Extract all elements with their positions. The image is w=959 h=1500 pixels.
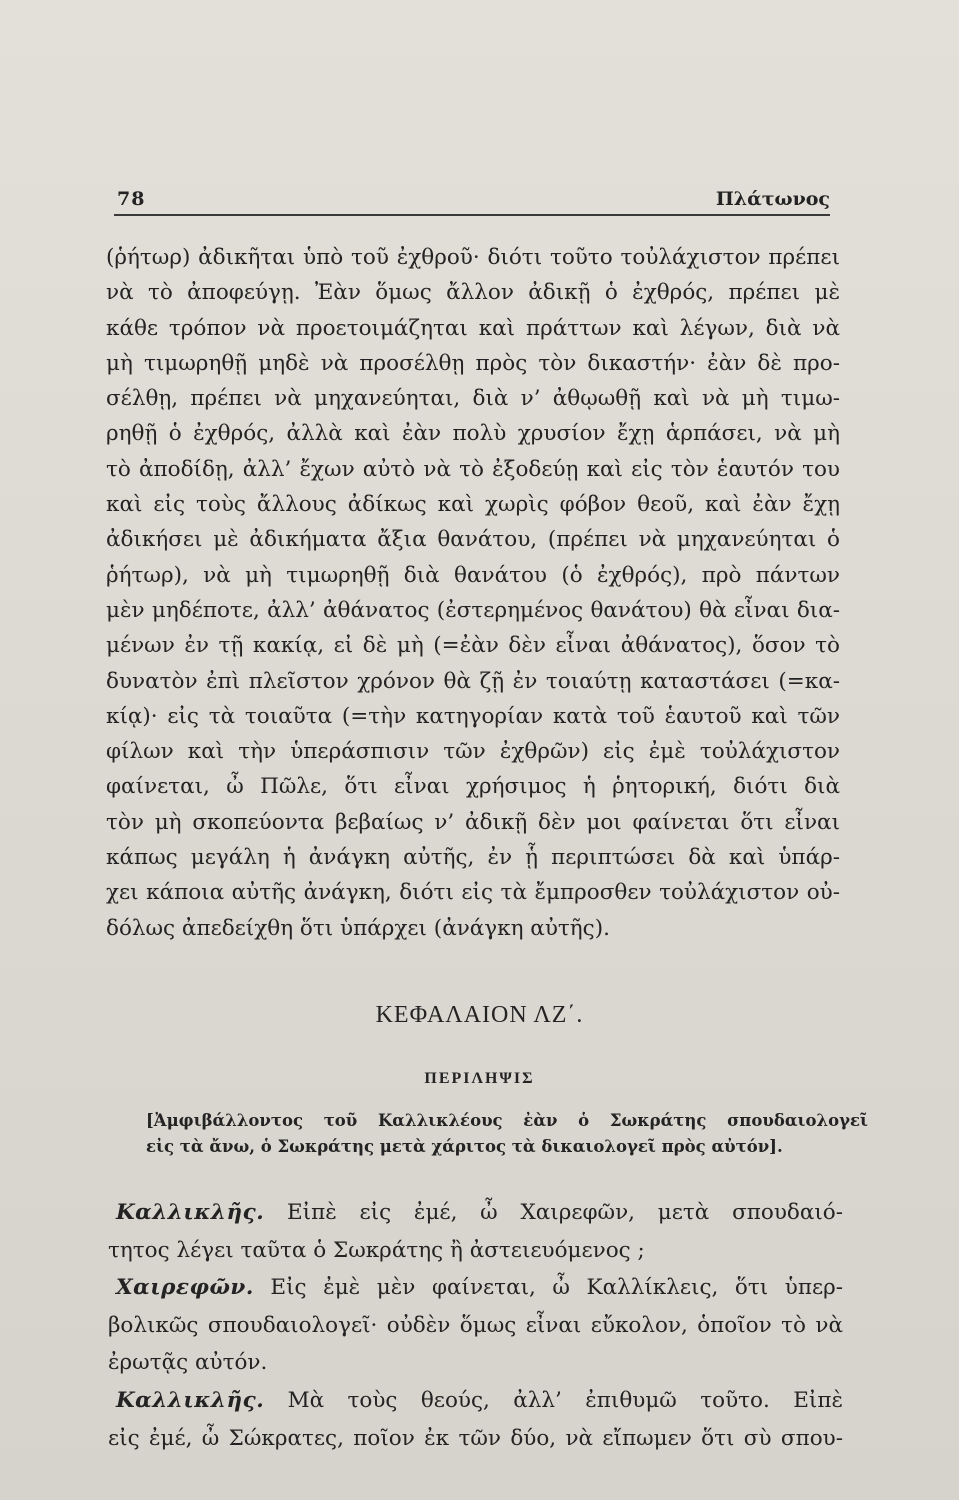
- summary-line: [Ἀμφιβάλλοντος τοῦ Καλλικλέους ἐὰν ὁ Σωκράτης σπουδαιολογεῖ: [146, 1111, 868, 1130]
- text-line: κάπως μεγάλη ἡ ἀνάγκη αὐτῆς, ἐν ᾗ περιπτώσει δὰ καὶ ὑπάρ-: [106, 845, 840, 871]
- text-line: τὸν μὴ σκοπεύοντα βεβαίως ν’ ἀδικῇ δὲν μοι φαίνεται ὅτι εἶναι: [106, 809, 840, 835]
- dialogue-line: τητος λέγει ταῦτα ὁ Σωκράτης ἢ ἀστειευόμενος ;: [108, 1237, 645, 1263]
- text-line: σέλθῃ, πρέπει νὰ μηχανεύηται, διὰ ν’ ἀθῳωθῇ καὶ νὰ μὴ τιμω-: [106, 386, 840, 412]
- page-number: 78: [117, 188, 146, 210]
- dialogue-line: [108, 1194, 843, 1232]
- speech-text: Εἰπὲ εἰς ἐμέ, ὦ Χαιρεφῶν, μετὰ σπουδαιό-: [286, 1200, 843, 1225]
- speaker-name: Καλλικλῆς.: [116, 1200, 265, 1225]
- text-line: φίλων καὶ τὴν ὑπεράσπισιν τῶν ἐχθρῶν) εἰς ἐμὲ τοὐλάχιστον: [106, 739, 840, 765]
- chapter-summary: [146, 1108, 868, 1160]
- text-line: μὴ τιμωρηθῇ μηδὲ νὰ προσέλθῃ πρὸς τὸν δικαστήν· ἐὰν δὲ προ-: [106, 350, 840, 376]
- dialogue-line: [108, 1382, 843, 1420]
- speaker-name: Καλλικλῆς.: [116, 1387, 265, 1413]
- text-line: τὸ ἀποδίδῃ, ἀλλ’ ἔχων αὐτὸ νὰ τὸ ἐξοδεύῃ καὶ εἰς τὸν ἑαυτόν του: [106, 456, 840, 482]
- text-line: ῥήτωρ), νὰ μὴ τιμωρηθῇ διὰ θανάτου (ὁ ἐχθρός), πρὸ πάντων: [106, 562, 840, 588]
- dialogue-line: [108, 1269, 843, 1307]
- text-line: φαίνεται, ὦ Πῶλε, ὅτι εἶναι χρήσιμος ἡ ῥητορική, διότι διὰ: [106, 774, 840, 800]
- dialogue-line: βολικῶς σπουδαιολογεῖ· οὐδὲν ὅμως εἶναι εὔκολον, ὁποῖον τὸ νὰ: [108, 1312, 843, 1338]
- page-header: [114, 182, 830, 216]
- speaker-name: Χαιρεφῶν.: [116, 1275, 254, 1301]
- speech-text: Εἰς ἐμὲ μὲν φαίνεται, ὦ Καλλίκλεις, ὅτι ὑπερ-: [270, 1275, 843, 1301]
- dialogue: [108, 1194, 843, 1457]
- running-title: Πλάτωνος: [715, 188, 830, 210]
- text-line: δόλως ἀπεδείχθη ὅτι ὑπάρχει (ἀνάγκη αὐτῆς).: [106, 915, 610, 941]
- text-line: (ῥήτωρ) ἀδικῆται ὑπὸ τοῦ ἐχθροῦ· διότι τοῦτο τοὐλάχιστον πρέπει: [106, 245, 840, 270]
- dialogue-line: εἰς ἐμέ, ὦ Σώκρατες, ποῖον ἐκ τῶν δύο, νὰ εἴπωμεν ὅτι σὺ σπου-: [108, 1425, 843, 1451]
- text-line: ρηθῇ ὁ ἐχθρός, ἀλλὰ καὶ ἐὰν πολὺ χρυσίον ἔχῃ ἁρπάσει, νὰ μὴ: [106, 421, 840, 447]
- chapter-title: ΚΕΦΑΛΑΙΟΝ ΛΖ΄.: [375, 1002, 584, 1028]
- text-line: μὲν μηδέποτε, ἀλλ’ ἀθάνατος (ἐστερημένος θανάτου) θὰ εἶναι δια-: [106, 597, 840, 623]
- speech-text: Μὰ τοὺς θεούς, ἀλλ’ ἐπιθυμῶ τοῦτο. Εἰπὲ: [287, 1387, 843, 1413]
- text-line: μένων ἐν τῇ κακίᾳ, εἰ δὲ μὴ (=ἐὰν δὲν εἶναι ἀθάνατος), ὅσον τὸ: [106, 633, 840, 659]
- dialogue-line: ἐρωτᾷς αὐτόν.: [108, 1350, 268, 1376]
- text-line: δυνατὸν ἐπὶ πλεῖστον χρόνον θὰ ζῇ ἐν τοιαύτῃ καταστάσει (=κα-: [106, 668, 840, 694]
- text-line: νὰ τὸ ἀποφεύγῃ. Ἐὰν ὅμως ἄλλον ἀδικῇ ὁ ἐχθρός, πρέπει μὲ: [106, 280, 840, 306]
- summary-line: εἰς τὰ ἄνω, ὁ Σωκράτης μετὰ χάριτος τὰ δικαιολογεῖ πρὸς αὐτόν].: [146, 1137, 783, 1156]
- text-line: χει κάποια αὐτῆς ἀνάγκη, διότι εἰς τὰ ἔμπροσθεν τοὐλάχιστον οὐ-: [106, 880, 840, 906]
- text-line: καὶ εἰς τοὺς ἄλλους ἀδίκως καὶ χωρὶς φόβον θεοῦ, καὶ ἐὰν ἔχῃ: [106, 492, 840, 518]
- text-line: κίᾳ)· εἰς τὰ τοιαῦτα (=τὴν κατηγορίαν κατὰ τοῦ ἑαυτοῦ καὶ τῶν: [106, 703, 840, 729]
- text-line: κάθε τρόπον νὰ προετοιμάζηται καὶ πράττων καὶ λέγων, διὰ νὰ: [106, 315, 840, 341]
- text-line: ἀδικήσει μὲ ἀδικήματα ἄξια θανάτου, (πρέπει νὰ μηχανεύηται ὁ: [106, 527, 840, 553]
- summary-heading: ΠΕΡΙΛΗΨΙΣ: [424, 1070, 535, 1087]
- body-text: [106, 240, 840, 946]
